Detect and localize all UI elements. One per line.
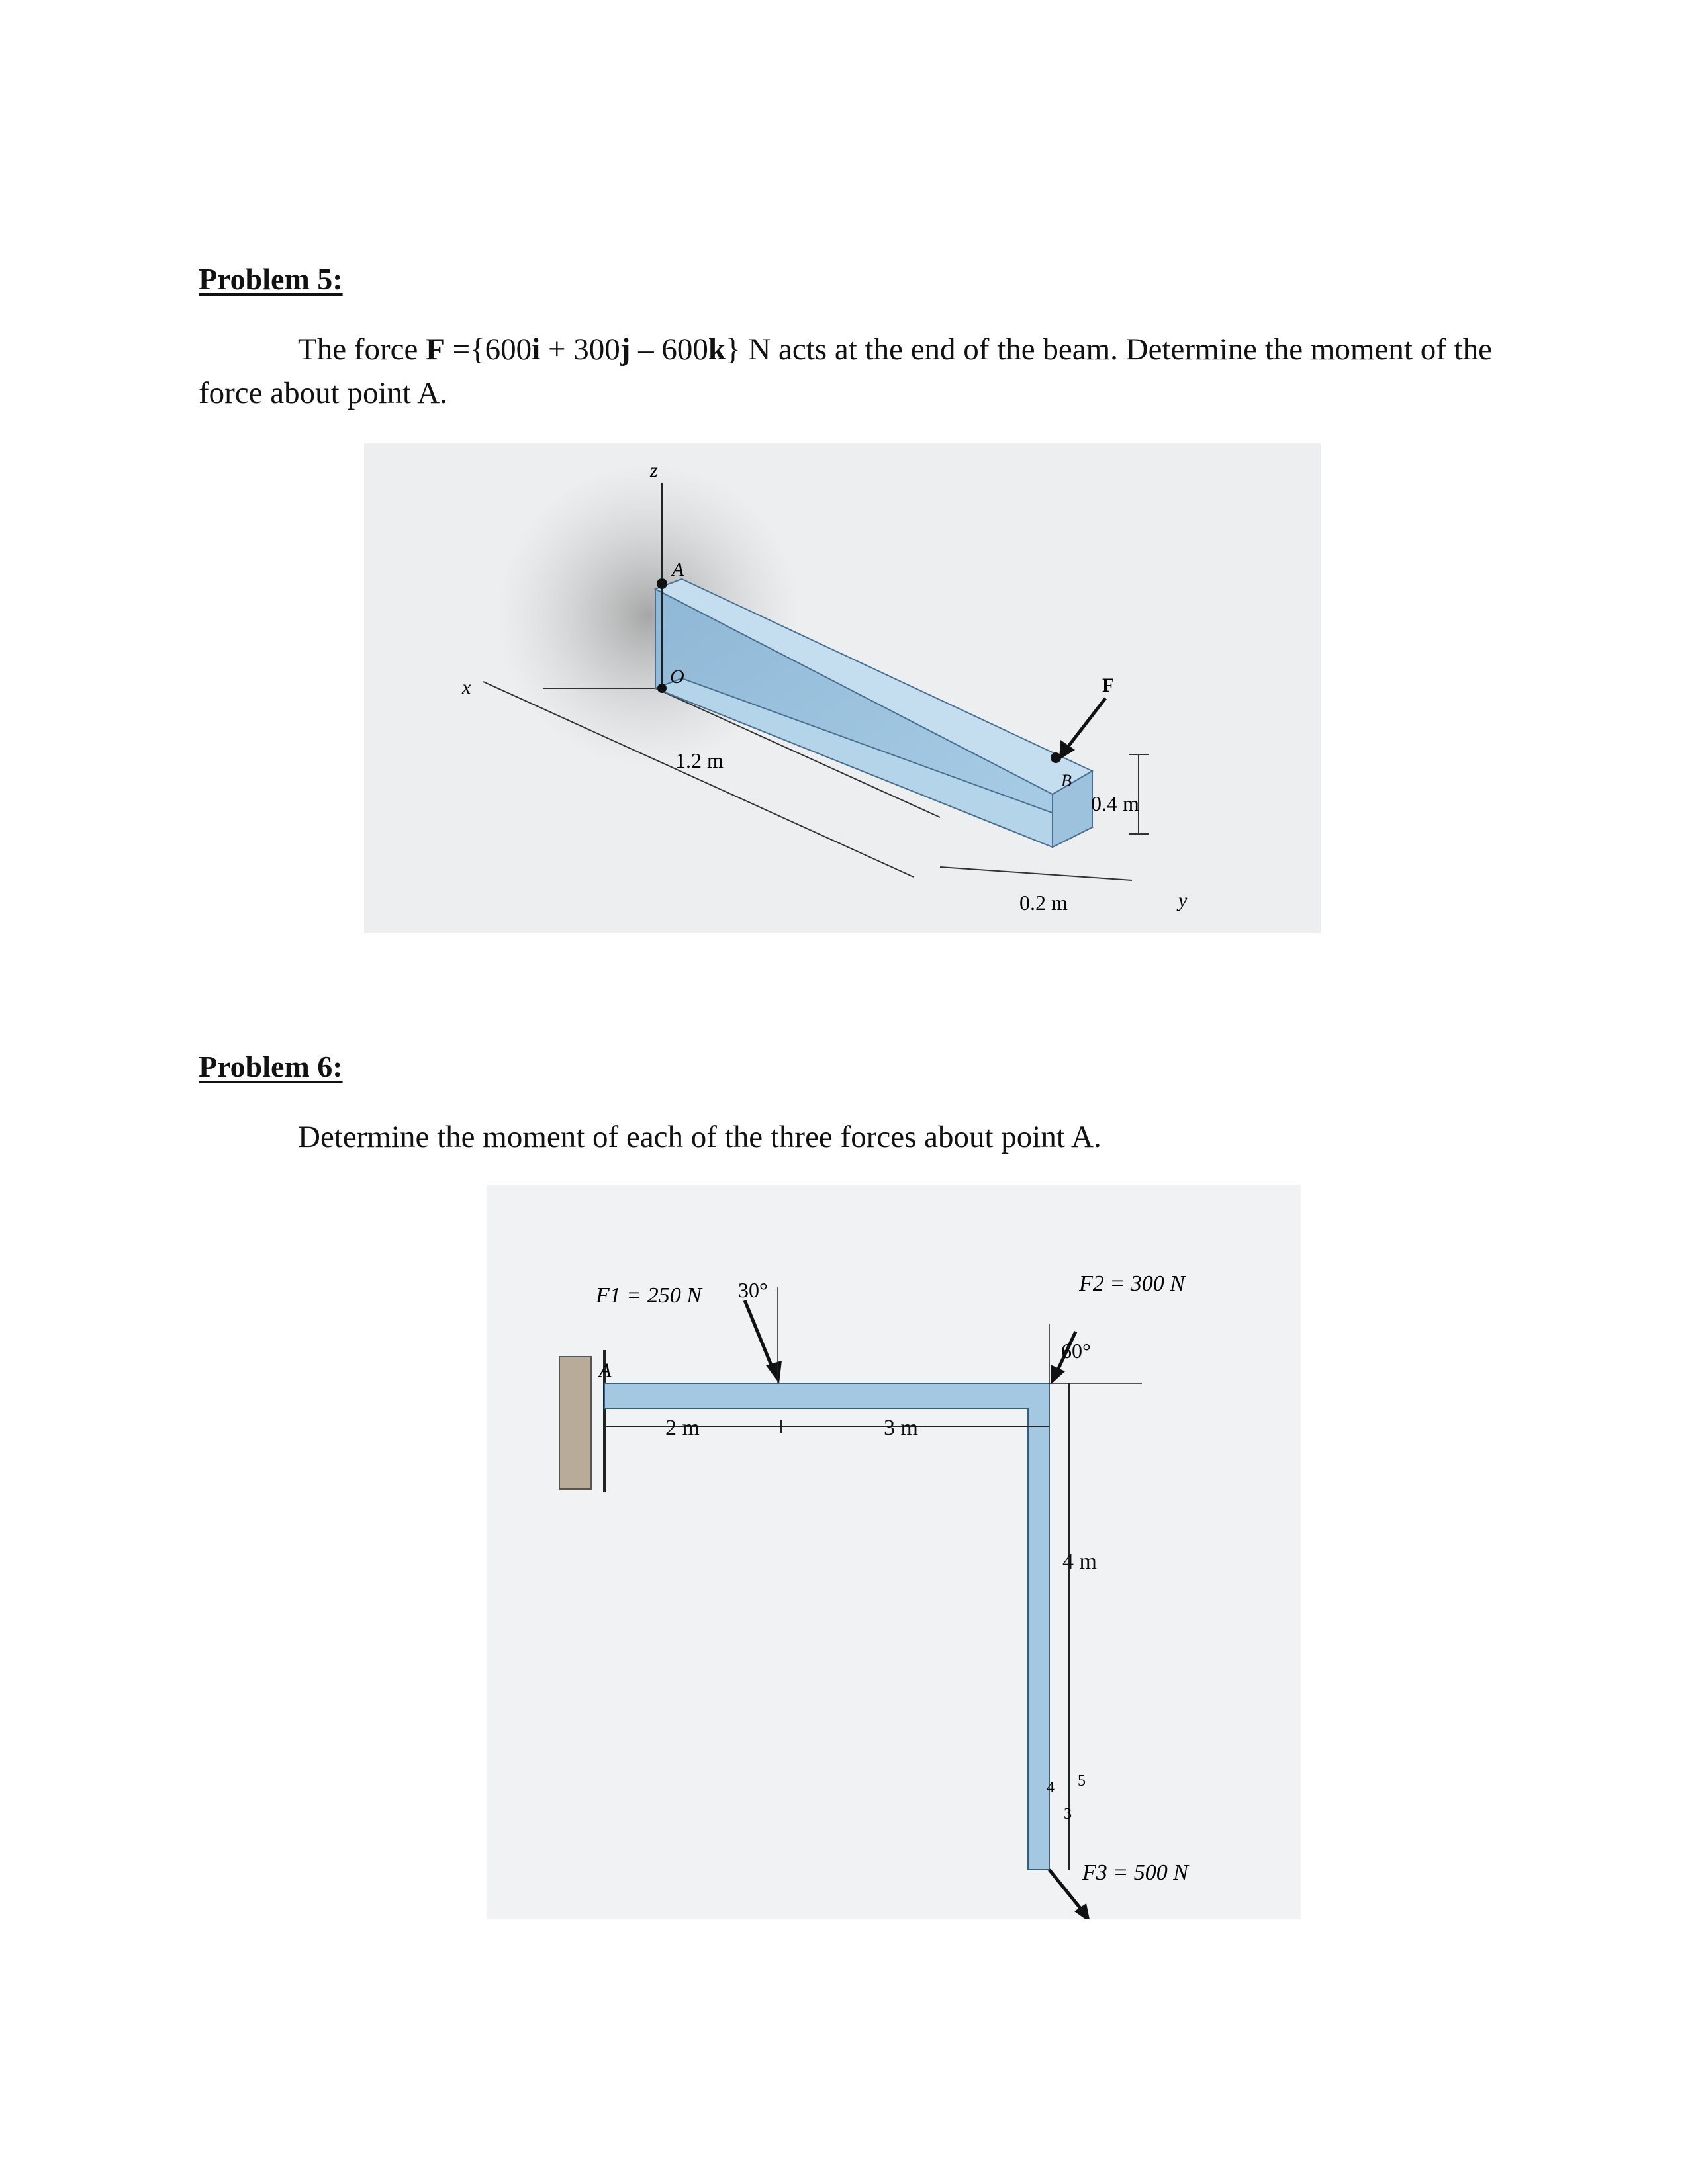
f2-angle-label: 60° (1061, 1339, 1091, 1363)
label-a: A (672, 559, 684, 580)
label-b: B (1061, 771, 1072, 790)
statement-text: ={600 (444, 332, 532, 367)
f3-label: F3 = 500 N (1082, 1860, 1188, 1885)
slope-label-4: 4 (1047, 1779, 1055, 1796)
force-vector-symbol: F (426, 332, 445, 367)
unit-vector-i: i (532, 332, 541, 367)
label-z: z (650, 459, 658, 481)
statement-text: – 600 (630, 332, 708, 367)
f1-label: F1 = 250 N (596, 1283, 702, 1308)
unit-vector-k: k (708, 332, 726, 367)
bent-member-diagram (487, 1185, 1301, 1919)
dimension-width-label: 0.2 m (1019, 891, 1068, 915)
f2-label: F2 = 300 N (1079, 1271, 1185, 1296)
label-y: y (1178, 889, 1188, 911)
problem-6-statement: Determine the moment of each of the three forces about point A. (298, 1120, 1102, 1154)
label-a: A (599, 1359, 612, 1381)
label-o: O (670, 666, 684, 688)
dimension-height-label: 0.4 m (1091, 792, 1139, 815)
label-x: x (462, 676, 471, 698)
dimension-4m-label: 4 m (1062, 1549, 1097, 1574)
channel-beam-diagram (364, 443, 1321, 933)
dimension-length-label: 1.2 m (675, 749, 724, 772)
statement-text: The force (298, 332, 426, 367)
problem-6-figure (487, 1185, 1301, 1919)
f1-angle-label: 30° (738, 1278, 768, 1302)
label-f: F (1102, 674, 1115, 696)
point-a-marker (657, 578, 667, 589)
problem-5-statement (199, 328, 1523, 415)
problem-6-heading: Problem 6: (199, 1050, 343, 1083)
unit-vector-j: j (620, 332, 631, 367)
problem-5-figure (364, 443, 1321, 933)
dimension-2m-label: 2 m (665, 1416, 700, 1440)
point-o-marker (657, 684, 667, 693)
statement-text: + 300 (540, 332, 620, 367)
dimension-3m-label: 3 m (884, 1416, 918, 1440)
slope-label-3: 3 (1064, 1805, 1072, 1823)
wall-support (559, 1357, 591, 1489)
statement-text: } N acts at the end of the beam. Determine the moment of the force about point A. (199, 332, 1493, 410)
problem-5-heading: Problem 5: (199, 262, 343, 296)
slope-label-5: 5 (1078, 1772, 1086, 1790)
